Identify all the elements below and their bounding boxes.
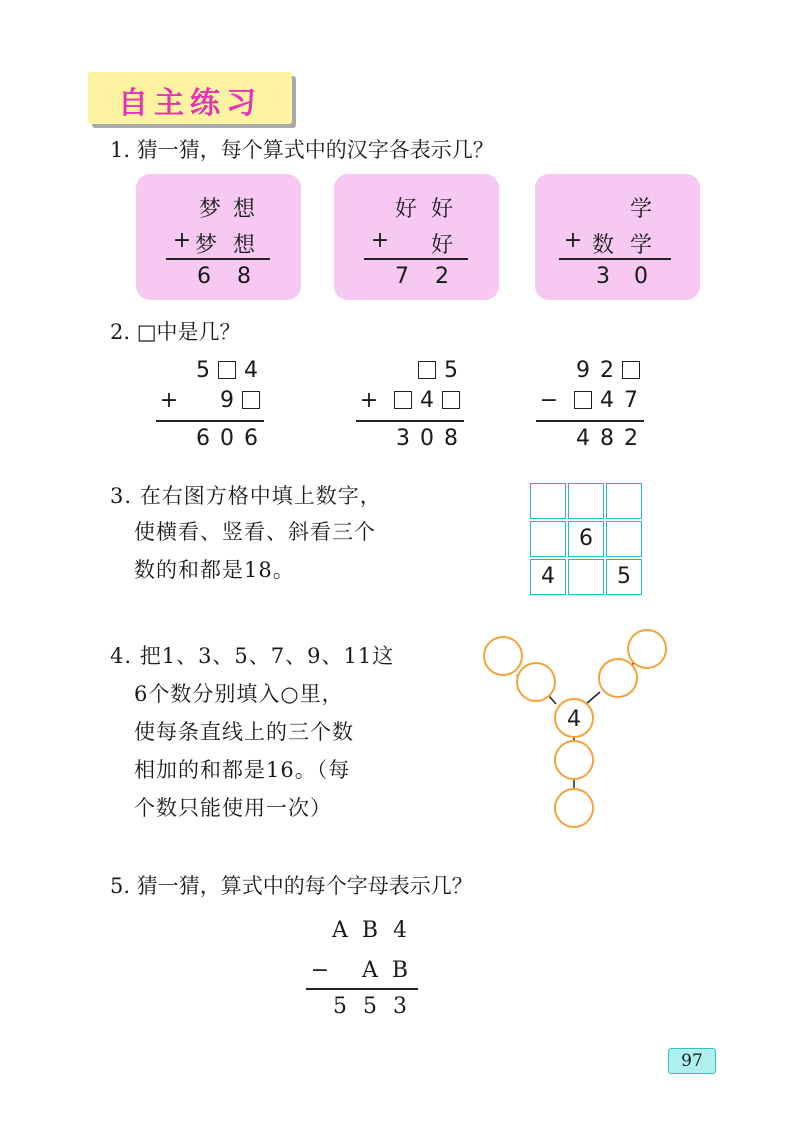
- digit-cell: 5: [196, 358, 210, 383]
- sum-line: [559, 258, 671, 260]
- letter-cell: A: [362, 958, 378, 983]
- question-4-line-3: 使每条直线上的三个数: [134, 720, 354, 744]
- card-cell: 数: [591, 233, 614, 258]
- card-cell: 0: [634, 264, 648, 289]
- answer-circle[interactable]: [599, 659, 637, 697]
- blank-box[interactable]: [218, 361, 236, 379]
- plus-sign: +: [370, 228, 390, 253]
- question-4-line-4: 相加的和都是16。（每: [134, 758, 351, 782]
- grid-cell: 5: [606, 559, 642, 595]
- digit-cell[interactable]: [572, 388, 594, 413]
- blank-box[interactable]: [394, 391, 412, 409]
- digit-cell[interactable]: [416, 358, 438, 383]
- grid-cell: 4: [530, 559, 566, 595]
- card-cell: 梦: [198, 197, 221, 222]
- digit-cell: 8: [444, 426, 458, 451]
- page-number: 97: [668, 1048, 716, 1074]
- card-cell: 梦: [194, 233, 217, 258]
- question-5-text: 5. 猜一猜，算式中的每个字母表示几？: [110, 874, 473, 898]
- grid-cell[interactable]: [530, 521, 566, 557]
- digit-cell: 0: [420, 426, 434, 451]
- question-2-text: 2. □中是几？: [110, 320, 241, 344]
- addition-problem-2: [350, 358, 480, 458]
- digit-cell[interactable]: [392, 388, 414, 413]
- question-3-line-3: 数的和都是18。: [134, 558, 295, 582]
- digit-cell: 8: [600, 426, 614, 451]
- letter-cell: 5: [363, 994, 377, 1019]
- answer-circle[interactable]: [484, 637, 522, 675]
- card-cell: 想: [232, 197, 255, 222]
- sum-line: [166, 258, 270, 260]
- answer-circle[interactable]: [555, 789, 593, 827]
- question-3-line-2: 使横看、竖看、斜看三个: [134, 520, 376, 544]
- operator-sign: +: [359, 388, 379, 413]
- plus-sign: +: [563, 228, 583, 253]
- operator-sign: −: [539, 388, 559, 413]
- grid-cell[interactable]: [568, 559, 604, 595]
- digit-cell[interactable]: [240, 388, 262, 413]
- digit-cell: 4: [420, 388, 434, 413]
- question-3-line-1: 3. 在右图方格中填上数字，: [110, 484, 382, 508]
- card-cell: 好: [394, 197, 417, 222]
- card-cell: 6: [197, 264, 211, 289]
- grid-cell[interactable]: [568, 483, 604, 519]
- card-cell: 想: [232, 233, 255, 258]
- digit-cell: 7: [624, 388, 638, 413]
- grid-cell[interactable]: [606, 483, 642, 519]
- equation-card-3: [535, 174, 700, 300]
- digit-cell: 2: [600, 358, 614, 383]
- addition-problem-1: [150, 358, 280, 458]
- equation-card-1: [136, 174, 301, 300]
- digit-cell[interactable]: [440, 388, 462, 413]
- digit-cell: 6: [244, 426, 258, 451]
- letter-cell: B: [391, 958, 409, 983]
- sum-line: [156, 420, 264, 422]
- card-cell: 2: [435, 264, 449, 289]
- digit-cell[interactable]: [216, 358, 238, 383]
- digit-cell: 9: [576, 358, 590, 383]
- card-cell: 7: [395, 264, 409, 289]
- subtraction-problem: [530, 358, 660, 458]
- digit-cell[interactable]: [620, 358, 642, 383]
- card-cell: 好: [430, 197, 453, 222]
- section-banner: [88, 72, 292, 124]
- section-title: 自主练习: [118, 86, 262, 121]
- digit-cell: 5: [444, 358, 458, 383]
- center-value: 4: [567, 707, 581, 732]
- digit-cell: 4: [244, 358, 258, 383]
- sum-line: [364, 258, 468, 260]
- magic-square-grid: [530, 483, 644, 597]
- blank-box[interactable]: [418, 361, 436, 379]
- blank-box[interactable]: [574, 391, 592, 409]
- card-cell: 学: [629, 197, 652, 222]
- letter-cell: A: [332, 918, 348, 943]
- digit-cell: 6: [196, 426, 210, 451]
- blank-box[interactable]: [622, 361, 640, 379]
- letter-cell: 4: [393, 918, 407, 943]
- question-4-line-5: 个数只能使用一次）: [134, 796, 332, 820]
- digit-cell: 3: [396, 426, 410, 451]
- blank-box[interactable]: [242, 391, 260, 409]
- question-4-line-1: 4. 把1、3、5、7、9、11这: [110, 644, 395, 668]
- sum-line: [536, 420, 644, 422]
- grid-cell[interactable]: [606, 521, 642, 557]
- answer-circle[interactable]: [555, 741, 593, 779]
- card-cell: 3: [596, 264, 610, 289]
- card-cell: 8: [237, 264, 251, 289]
- letter-cell: 5: [333, 994, 347, 1019]
- digit-cell: 4: [600, 388, 614, 413]
- card-cell: 学: [629, 233, 652, 258]
- grid-cell[interactable]: [530, 483, 566, 519]
- difference-line: [306, 988, 418, 990]
- operator-sign: +: [159, 388, 179, 413]
- letter-cell: 3: [393, 994, 407, 1019]
- answer-circle[interactable]: [517, 663, 555, 701]
- question-4-line-2: 6个数分别填入○里，: [134, 682, 344, 706]
- digit-cell: 2: [624, 426, 638, 451]
- letter-cell: B: [361, 918, 379, 943]
- question-1-text: 1. 猜一猜，每个算式中的汉字各表示几？: [110, 138, 494, 162]
- plus-sign: +: [172, 228, 192, 253]
- answer-circle[interactable]: [628, 630, 666, 668]
- digit-cell: 0: [220, 426, 234, 451]
- y-circle-diagram: [470, 620, 680, 840]
- digit-cell: 4: [576, 426, 590, 451]
- equation-card-2: [334, 174, 499, 300]
- digit-cell: 9: [220, 388, 234, 413]
- card-cell: 好: [430, 233, 453, 258]
- letter-subtraction: [300, 916, 430, 1026]
- sum-line: [356, 420, 464, 422]
- grid-cell: 6: [568, 521, 604, 557]
- minus-sign: −: [310, 958, 330, 983]
- blank-box[interactable]: [442, 391, 460, 409]
